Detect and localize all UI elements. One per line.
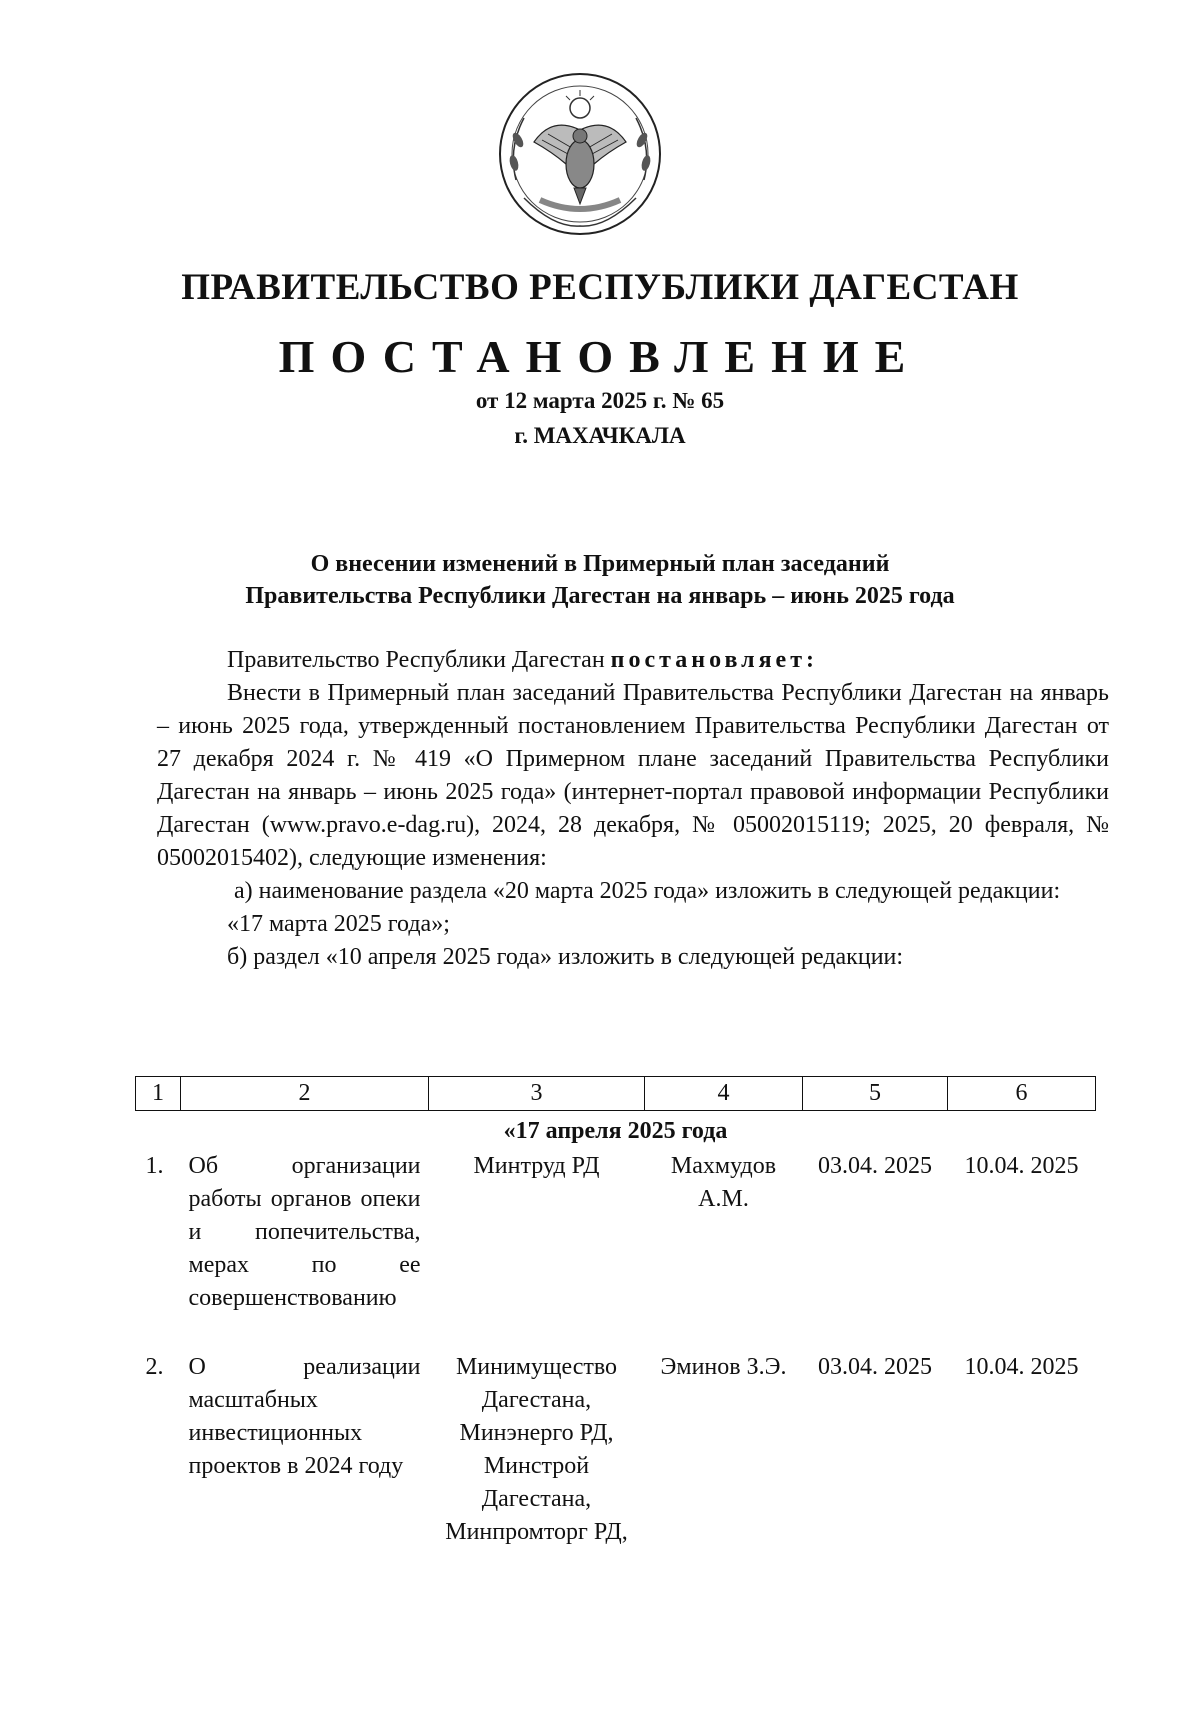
- coat-of-arms: [494, 68, 666, 240]
- document-subject: [0, 548, 1200, 612]
- table-row: [136, 1148, 1096, 1315]
- row-date-review: 10.04. 2025: [964, 1153, 1079, 1179]
- table-header-cell: 6: [948, 1077, 1096, 1111]
- item-a-new-title: «17 марта 2025 года»;: [227, 911, 450, 937]
- plan-table: [135, 1076, 1096, 1549]
- item-a: а) наименование раздела «20 марта 2025 года» изложить в следующей редакции:: [234, 878, 1061, 904]
- row-responsible-org: Минимущество Дагестана, Минэнерго РД, Минстрой Дагестана, Минпромторг РД,: [445, 1354, 628, 1545]
- government-name: ПРАВИТЕЛЬСТВО РЕСПУБЛИКИ ДАГЕСТАН: [181, 267, 1019, 308]
- dagestan-coat-of-arms-icon: [494, 68, 666, 240]
- document-city: г. МАХАЧКАЛА: [514, 423, 686, 448]
- document-date-number: от 12 марта 2025 г. № 65: [475, 388, 725, 413]
- intro-decree: постановляет:: [610, 647, 818, 673]
- row-speaker: Эминов З.Э.: [660, 1354, 787, 1380]
- row-speaker: Махмудов А.М.: [670, 1153, 777, 1212]
- document-type: ПОСТАНОВЛЕНИЕ: [278, 331, 922, 382]
- row-date-submit: 03.04. 2025: [818, 1354, 932, 1380]
- row-topic: О реализации масштабных инвестиционных проектов в 2024 году: [188, 1354, 421, 1479]
- intro-paragraph: [157, 644, 1109, 677]
- table-section-row: [136, 1111, 1096, 1149]
- section-title: «17 апреля 2025 года: [503, 1118, 728, 1144]
- table-header-row: [136, 1077, 1096, 1111]
- table-header-cell: 3: [429, 1077, 645, 1111]
- subject-line-1: О внесении изменений в Примерный план заседаний: [310, 551, 890, 577]
- intro-prefix: Правительство Республики Дагестан: [227, 647, 611, 673]
- row-responsible-org: Минтруд РД: [473, 1153, 600, 1179]
- table-header-cell: 5: [803, 1077, 948, 1111]
- row-date-submit: 03.04. 2025: [818, 1153, 932, 1179]
- row-number: 2.: [145, 1354, 164, 1380]
- table-header-cell: 1: [136, 1077, 181, 1111]
- main-paragraph: Внести в Примерный план заседаний Правительства Республики Дагестан на январь – июнь 2025 года, утвержденный постановлением Правительства Республики Дагестан от 27 декабря 2024 г. № 419 «О Примерном плане заседаний Правительства Республики Дагестан на январь – июнь 2025 года» (интернет-портал правовой информации Республики Дагестан (www.pravo.e-dag.ru), 2024, 28 декабря, № 05002015119; 2025, 20 февраля, № 05002015402), следующие изменения:: [157, 680, 1109, 871]
- subject-line-2: Правительства Республики Дагестан на январь – июнь 2025 года: [245, 583, 955, 609]
- item-b: б) раздел «10 апреля 2025 года» изложить в следующей редакции:: [227, 944, 904, 970]
- table-header-cell: 4: [645, 1077, 803, 1111]
- table-header-cell: 2: [181, 1077, 429, 1111]
- row-number: 1.: [145, 1153, 164, 1179]
- table-row: [136, 1315, 1096, 1549]
- row-date-review: 10.04. 2025: [964, 1354, 1079, 1380]
- document-body: [157, 644, 1109, 974]
- row-topic: Об организации работы органов опеки и попечительства, мерах по ее совершенствованию: [188, 1153, 421, 1311]
